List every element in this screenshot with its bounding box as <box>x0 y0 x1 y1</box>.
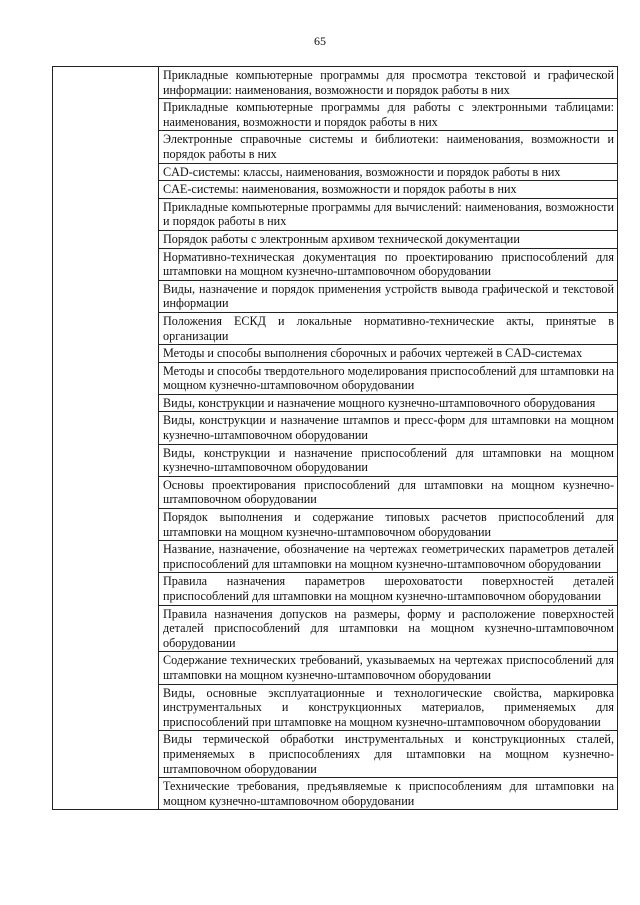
table-row: Порядок работы с электронным архивом технической документации <box>159 231 617 249</box>
table-row: Прикладные компьютерные программы для просмотра текстовой и графической информации: наименования, возможности и порядок работы в них <box>159 67 617 99</box>
table-row: Виды, конструкции и назначение мощного кузнечно-штамповочного оборудования <box>159 395 617 413</box>
table-row: Нормативно-техническая документация по проектированию приспособлений для штамповки на мощном кузнечно-штамповочном оборудовании <box>159 249 617 281</box>
table-row: Положения ЕСКД и локальные нормативно-технические акты, принятые в организации <box>159 313 617 345</box>
knowledge-table <box>52 66 618 810</box>
table-row: Виды, основные эксплуатационные и технологические свойства, маркировка инструментальных и конструкционных материалов, применяемых для приспособлений при штамповке на мощном кузнечно-штамповочном оборудовании <box>159 685 617 732</box>
table-row: Виды термической обработки инструментальных и конструкционных сталей, применяемых в приспособлениях для штамповки на мощном кузнечно-штамповочном оборудовании <box>159 731 617 778</box>
table-row: Содержание технических требований, указываемых на чертежах приспособлений для штамповки на мощном кузнечно-штамповочном оборудовании <box>159 652 617 684</box>
table-row: Электронные справочные системы и библиотеки: наименования, возможности и порядок работы в них <box>159 131 617 163</box>
table-label-column <box>53 67 159 809</box>
table-row: Прикладные компьютерные программы для работы с электронными таблицами: наименования, возможности и порядок работы в них <box>159 99 617 131</box>
table-row: Прикладные компьютерные программы для вычислений: наименования, возможности и порядок работы в них <box>159 199 617 231</box>
table-row: Виды, назначение и порядок применения устройств вывода графической и текстовой информации <box>159 281 617 313</box>
table-row: Технические требования, предъявляемые к приспособлениям для штамповки на мощном кузнечно-штамповочном оборудовании <box>163 779 614 808</box>
table-row: Название, назначение, обозначение на чертежах геометрических параметров деталей приспособлений для штамповки на мощном кузнечно-штамповочном оборудовании <box>159 541 617 573</box>
table-row: Основы проектирования приспособлений для штамповки на мощном кузнечно-штамповочном оборудовании <box>159 477 617 509</box>
table-row: Порядок выполнения и содержание типовых расчетов приспособлений для штамповки на мощном кузнечно-штамповочном оборудовании <box>159 509 617 541</box>
table-row: Методы и способы выполнения сборочных и рабочих чертежей в CAD-системах <box>159 345 617 363</box>
table-row: Виды, конструкции и назначение приспособлений для штамповки на мощном кузнечно-штамповочном оборудовании <box>159 445 617 477</box>
table-row: Методы и способы твердотельного моделирования приспособлений для штамповки на мощном кузнечно-штамповочном оборудовании <box>159 363 617 395</box>
table-rows <box>159 67 617 809</box>
table-row: CAE-системы: наименования, возможности и порядок работы в них <box>159 181 617 199</box>
table-row: Правила назначения допусков на размеры, форму и расположение поверхностей деталей приспособлений для штамповки на мощном кузнечно-штамповочном оборудовании <box>159 606 617 653</box>
table-row: Виды, конструкции и назначение штампов и пресс-форм для штамповки на мощном кузнечно-штамповочном оборудовании <box>159 412 617 444</box>
table-row: Правила назначения параметров шероховатости поверхностей деталей приспособлений для штамповки на мощном кузнечно-штамповочном оборудовании <box>159 573 617 605</box>
table-row: CAD-системы: классы, наименования, возможности и порядок работы в них <box>159 164 617 182</box>
page-number: 65 <box>314 34 326 48</box>
